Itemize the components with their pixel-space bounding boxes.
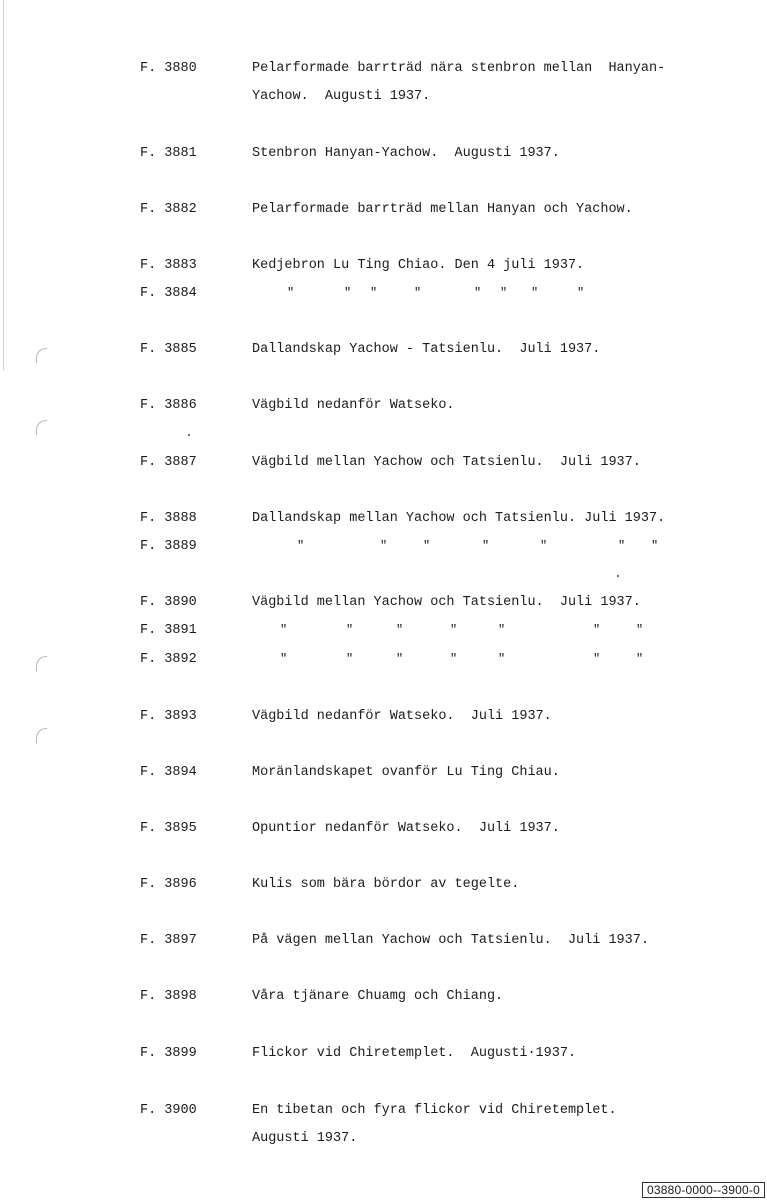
ditto-mark: " — [498, 623, 506, 637]
ditto-mark: " — [593, 623, 601, 637]
ditto-mark: " — [636, 652, 644, 666]
entry-text: Flickor vid Chiretemplet. Augusti·1937. — [252, 1046, 577, 1061]
ditto-mark: " — [577, 286, 585, 300]
entry-text: Stenbron Hanyan-Yachow. Augusti 1937. — [252, 146, 560, 161]
margin-mark — [36, 728, 47, 743]
ditto-mark: " — [636, 623, 644, 637]
ditto-mark: " — [423, 539, 431, 553]
archive-id-stamp: 03880-0000--3900-0 — [642, 1182, 765, 1198]
entry-number: F. 3880 — [140, 61, 197, 76]
ink-speck — [617, 575, 619, 577]
entry-text: Vägbild nedanför Watseko. Juli 1937. — [252, 709, 552, 724]
ditto-mark: " — [346, 652, 354, 666]
entry-text: På vägen mellan Yachow och Tatsienlu. Juli 1937. — [252, 933, 649, 948]
entry-number: F. 3885 — [140, 342, 197, 357]
ditto-mark: " — [450, 652, 458, 666]
entry-number: F. 3894 — [140, 765, 197, 780]
margin-mark — [36, 656, 47, 671]
entry-text-continued: Augusti 1937. — [252, 1131, 358, 1146]
ditto-mark: " — [346, 623, 354, 637]
ditto-mark: " — [396, 623, 404, 637]
entry-number: F. 3893 — [140, 709, 197, 724]
ditto-mark: " — [482, 539, 490, 553]
entry-number: F. 3900 — [140, 1103, 197, 1118]
entry-text: Dallandskap Yachow - Tatsienlu. Juli 1937. — [252, 342, 601, 357]
entry-text: Vägbild mellan Yachow och Tatsienlu. Juli 1937. — [252, 595, 641, 610]
entry-text: Våra tjänare Chuamg och Chiang. — [252, 989, 504, 1004]
entry-number: F. 3897 — [140, 933, 197, 948]
ditto-mark: " — [474, 286, 482, 300]
entry-text: Moränlandskapet ovanför Lu Ting Chiau. — [252, 765, 560, 780]
entry-text: Pelarformade barrträd nära stenbron mellan Hanyan- — [252, 61, 666, 76]
ink-speck — [188, 434, 190, 436]
ditto-mark: " — [396, 652, 404, 666]
entry-number: F. 3896 — [140, 877, 197, 892]
ditto-mark: " — [380, 539, 388, 553]
entry-number: F. 3887 — [140, 455, 197, 470]
ditto-mark: " — [618, 539, 626, 553]
entry-number: F. 3888 — [140, 511, 197, 526]
ditto-mark: " — [498, 652, 506, 666]
margin-mark — [36, 348, 47, 363]
ditto-mark: " — [280, 652, 288, 666]
margin-mark — [36, 420, 47, 435]
entry-text-continued: Yachow. Augusti 1937. — [252, 89, 431, 104]
entry-text: Opuntior nedanför Watseko. Juli 1937. — [252, 821, 560, 836]
entry-number: F. 3881 — [140, 146, 197, 161]
ditto-mark: " — [370, 286, 378, 300]
entry-number: F. 3898 — [140, 989, 197, 1004]
ditto-mark: " — [297, 539, 305, 553]
entry-text: Kedjebron Lu Ting Chiao. Den 4 juli 1937. — [252, 258, 585, 273]
ditto-mark: " — [651, 539, 659, 553]
entry-text: Kulis som bära bördor av tegelte. — [252, 877, 520, 892]
entry-text: Vägbild nedanför Watseko. — [252, 398, 455, 413]
ditto-mark: " — [344, 286, 352, 300]
entry-text: Vägbild mellan Yachow och Tatsienlu. Juli 1937. — [252, 455, 641, 470]
ditto-mark: " — [414, 286, 422, 300]
ditto-mark: " — [531, 286, 539, 300]
entry-number: F. 3890 — [140, 595, 197, 610]
entry-text: Dallandskap mellan Yachow och Tatsienlu. Juli 1937. — [252, 511, 666, 526]
ditto-mark: " — [593, 652, 601, 666]
entry-number: F. 3884 — [140, 286, 197, 301]
page-edge-line — [3, 0, 4, 370]
entry-number: F. 3886 — [140, 398, 197, 413]
entry-number: F. 3889 — [140, 539, 197, 554]
ditto-mark: " — [500, 286, 508, 300]
entry-number: F. 3883 — [140, 258, 197, 273]
entry-number: F. 3882 — [140, 202, 197, 217]
entry-text: En tibetan och fyra flickor vid Chiretemplet. — [252, 1103, 617, 1118]
ditto-mark: " — [287, 286, 295, 300]
entry-number: F. 3891 — [140, 623, 197, 638]
entry-text: Pelarformade barrträd mellan Hanyan och Yachow. — [252, 202, 633, 217]
entry-number: F. 3892 — [140, 652, 197, 667]
ditto-mark: " — [280, 623, 288, 637]
ditto-mark: " — [540, 539, 548, 553]
entry-number: F. 3899 — [140, 1046, 197, 1061]
ditto-mark: " — [450, 623, 458, 637]
entry-number: F. 3895 — [140, 821, 197, 836]
